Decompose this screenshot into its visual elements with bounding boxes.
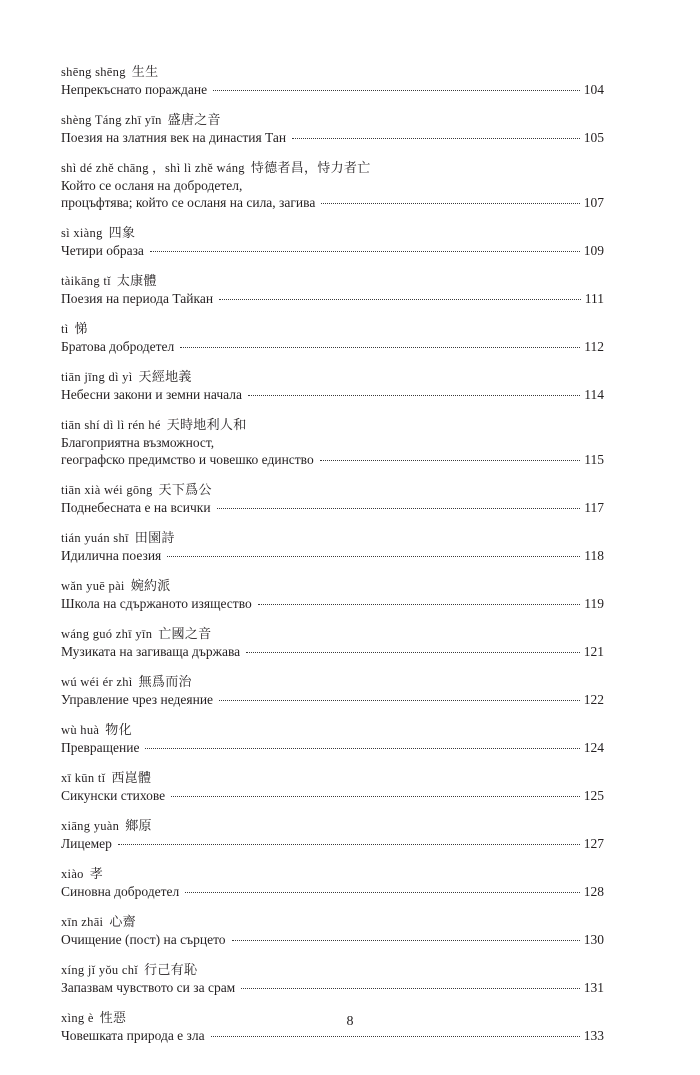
hanzi-text: 孝 xyxy=(89,867,104,882)
pinyin-heading: tián yuán shī 田園詩 xyxy=(61,531,175,546)
entry-title: Идилична поезия xyxy=(61,548,162,563)
page-number: 127 xyxy=(583,836,604,851)
dot-leader xyxy=(241,988,580,989)
dot-leader xyxy=(217,508,581,509)
toc-entry xyxy=(61,626,604,660)
entry-title: Сикунски стихове xyxy=(61,788,166,803)
entry-title: Поезия на периода Тайкан xyxy=(61,291,214,306)
page-number: 104 xyxy=(583,82,604,97)
dot-leader xyxy=(219,700,580,701)
pinyin-heading: tàikāng tǐ 太康體 xyxy=(61,274,157,289)
hanzi-text: 生生 xyxy=(131,65,159,80)
hanzi-text: 無爲而治 xyxy=(138,675,192,690)
page-number: 118 xyxy=(584,548,604,563)
page-number: 133 xyxy=(583,1028,604,1043)
hanzi-text: 田園詩 xyxy=(134,531,175,546)
page-number: 124 xyxy=(583,740,604,755)
hanzi-text: 物化 xyxy=(105,723,132,738)
page-number: 114 xyxy=(584,387,604,402)
page-folio-number: 8 xyxy=(346,1014,354,1029)
page-number: 109 xyxy=(583,243,604,258)
toc-entry xyxy=(61,321,604,355)
pinyin-heading: shì dé zhě chāng ，shì lì zhě wáng 恃德者昌，恃力者亡 xyxy=(61,161,371,176)
page-number: 112 xyxy=(584,339,604,354)
hanzi-text: 西崑體 xyxy=(111,771,152,786)
dot-leader xyxy=(185,892,579,893)
entry-title: Небесни закони и земни начала xyxy=(61,387,242,402)
dot-leader xyxy=(150,251,580,252)
pinyin-heading: tiān xià wéi gōng 天下爲公 xyxy=(61,483,212,498)
dot-leader xyxy=(258,604,581,605)
pinyin-heading: tiān shí dì lì rén hé 天時地利人和 xyxy=(61,418,247,433)
entry-title: Поезия на златния век на династия Тан xyxy=(61,130,287,145)
hanzi-text: 四象 xyxy=(108,226,136,241)
pinyin-heading: wú wéi ér zhì 無爲而治 xyxy=(61,675,192,690)
page-number: 119 xyxy=(584,596,604,611)
hanzi-text: 天時地利人和 xyxy=(166,418,247,433)
toc-entry xyxy=(61,482,604,516)
entry-title-first-line: Който се осланя на добродетел, xyxy=(61,178,243,193)
page-number: 128 xyxy=(583,884,604,899)
pinyin-heading: shēng shēng 生生 xyxy=(61,65,159,80)
page-number: 111 xyxy=(584,291,604,306)
pinyin-heading: xī kūn tǐ 西崑體 xyxy=(61,771,152,786)
toc-entry xyxy=(61,962,604,996)
hanzi-text: 太康體 xyxy=(116,274,157,289)
toc-entry xyxy=(61,914,604,948)
page-number: 131 xyxy=(583,980,604,995)
pinyin-heading: tiān jīng dì yì 天經地義 xyxy=(61,370,192,385)
entry-title-first-line: Благоприятна възможност, xyxy=(61,435,215,450)
pinyin-heading: sì xiàng 四象 xyxy=(61,226,136,241)
toc-entry xyxy=(61,818,604,852)
entry-title: Очищение (пост) на сърцето xyxy=(61,932,226,947)
dot-leader xyxy=(232,940,580,941)
entry-title: Лицемер xyxy=(61,836,112,851)
toc-entry xyxy=(61,64,604,98)
hanzi-text: 性惡 xyxy=(99,1011,127,1026)
toc-entry xyxy=(61,273,604,307)
dot-leader xyxy=(219,299,581,300)
hanzi-text: 悌 xyxy=(74,322,88,337)
hanzi-text: 盛唐之音 xyxy=(167,113,221,128)
hanzi-text: 恃德者昌，恃力者亡 xyxy=(250,161,371,176)
dot-leader xyxy=(167,556,580,557)
toc-entry xyxy=(61,369,604,403)
hanzi-text: 鄉原 xyxy=(125,819,152,834)
dot-leader xyxy=(145,748,579,749)
toc-entry xyxy=(61,417,604,468)
entry-title: Четири образа xyxy=(61,243,144,258)
dot-leader xyxy=(213,90,580,91)
entry-title: Братова добродетел xyxy=(61,339,175,354)
page-number: 105 xyxy=(583,130,604,145)
table-of-contents xyxy=(61,64,604,1058)
toc-entry xyxy=(61,225,604,259)
page-number: 121 xyxy=(583,644,604,659)
toc-entry xyxy=(61,160,604,211)
pinyin-heading: shèng Táng zhī yīn 盛唐之音 xyxy=(61,113,221,128)
pinyin-heading: xiāng yuàn 鄉原 xyxy=(61,819,152,834)
dot-leader xyxy=(180,347,580,348)
dot-leader xyxy=(211,1036,580,1037)
page-number: 107 xyxy=(583,195,604,210)
page-number: 130 xyxy=(583,932,604,947)
dot-leader xyxy=(118,844,580,845)
entry-title: Запазвам чувството си за срам xyxy=(61,980,236,995)
pinyin-heading: xìng è 性惡 xyxy=(61,1011,127,1026)
entry-title: Музиката на загиваща държава xyxy=(61,644,241,659)
pinyin-heading: xīn zhāi 心齋 xyxy=(61,915,136,930)
toc-entry xyxy=(61,866,604,900)
hanzi-text: 天經地義 xyxy=(138,370,192,385)
dot-leader xyxy=(292,138,580,139)
entry-title: Непрекъснато пораждане xyxy=(61,82,208,97)
hanzi-text: 天下爲公 xyxy=(158,483,212,498)
pinyin-heading: wǎn yuē pài 婉約派 xyxy=(61,579,171,594)
hanzi-text: 行己有恥 xyxy=(144,963,198,978)
entry-title: Поднебесната е на всички xyxy=(61,500,211,515)
page-number: 117 xyxy=(584,500,604,515)
hanzi-text: 亡國之音 xyxy=(158,627,212,642)
entry-title: Управление чрез недеяние xyxy=(61,692,214,707)
toc-entry xyxy=(61,112,604,146)
toc-entry xyxy=(61,770,604,804)
pinyin-heading: wù huà 物化 xyxy=(61,723,132,738)
pinyin-heading: tì 悌 xyxy=(61,322,88,337)
toc-entry xyxy=(61,530,604,564)
dot-leader xyxy=(248,395,580,396)
toc-entry xyxy=(61,578,604,612)
entry-title: географско предимство и човешко единство xyxy=(61,452,314,467)
entry-title: Школа на сдържаното изящество xyxy=(61,596,252,611)
hanzi-text: 心齋 xyxy=(109,915,136,930)
entry-title: Превращение xyxy=(61,740,140,755)
dot-leader xyxy=(320,460,581,461)
dot-leader xyxy=(321,203,579,204)
entry-title: Човешката природа е зла xyxy=(61,1028,205,1043)
pinyin-heading: xiào 孝 xyxy=(61,867,104,882)
dot-leader xyxy=(171,796,580,797)
dot-leader xyxy=(246,652,580,653)
page-number: 122 xyxy=(583,692,604,707)
pinyin-heading: wáng guó zhī yīn 亡國之音 xyxy=(61,627,212,642)
entry-title: Синовна добродетел xyxy=(61,884,180,899)
page-number: 115 xyxy=(584,452,604,467)
hanzi-text: 婉約派 xyxy=(130,579,171,594)
entry-title: процъфтява; който се осланя на сила, загива xyxy=(61,195,316,210)
page-number: 125 xyxy=(583,788,604,803)
toc-entry xyxy=(61,674,604,708)
toc-entry xyxy=(61,722,604,756)
pinyin-heading: xíng jǐ yǒu chǐ 行己有恥 xyxy=(61,963,198,978)
